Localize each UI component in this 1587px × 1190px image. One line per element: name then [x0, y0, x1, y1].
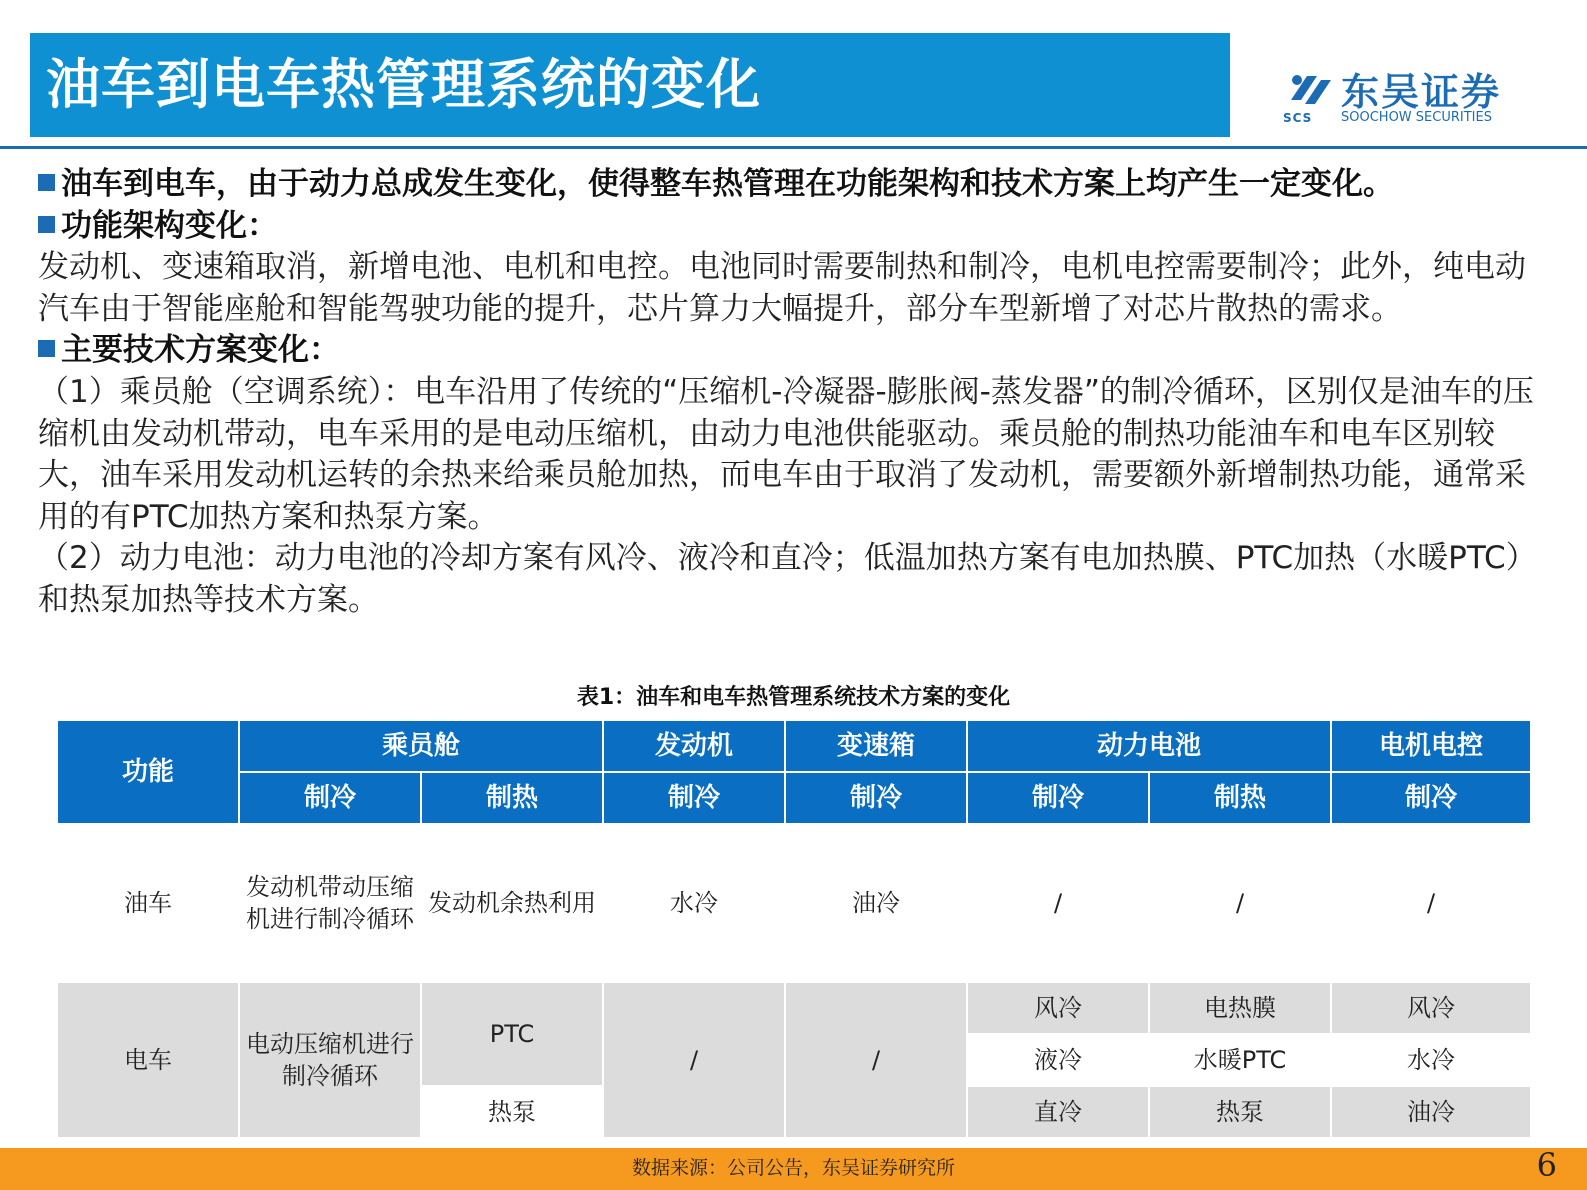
row-label-ev: 电车	[57, 982, 239, 1138]
header-divider	[0, 146, 1587, 149]
thermal-management-table	[56, 719, 1532, 1139]
ev-cabin-heat-ptc: PTC	[421, 982, 603, 1086]
oil-engine: 水冷	[603, 824, 785, 982]
square-bullet-icon	[38, 340, 55, 357]
square-bullet-icon	[38, 174, 55, 191]
row-label-oil: 油车	[57, 824, 239, 982]
header-motor: 电机电控	[1331, 720, 1531, 772]
ev-battery-heat-film: 电热膜	[1149, 982, 1331, 1034]
ev-motor-air: 风冷	[1331, 982, 1531, 1034]
ev-battery-heat-water-ptc: 水暖PTC	[1149, 1034, 1331, 1086]
ev-battery-heat-heatpump: 热泵	[1149, 1086, 1331, 1138]
header-battery: 动力电池	[967, 720, 1331, 772]
header-function: 功能	[57, 720, 239, 824]
bullet-tech: 主要技术方案变化：	[38, 330, 1553, 372]
body-content	[38, 164, 1553, 622]
sub-cabin-heat: 制热	[421, 772, 603, 824]
bullet-architecture: 功能架构变化：	[38, 206, 1553, 248]
sub-battery-cool: 制冷	[967, 772, 1149, 824]
sub-battery-heat: 制热	[1149, 772, 1331, 824]
table-row-oil	[57, 824, 1531, 982]
oil-motor: /	[1331, 824, 1531, 982]
paragraph-cabin: （1）乘员舱（空调系统）：电车沿用了传统的“压缩机-冷凝器-膨胀阀-蒸发器”的制冷循环，区别仅是油车的压缩机由发动机带动，电车采用的是电动压缩机，由动力电池供能驱动。乘员舱的制热功能油车和电车区别较大，油车采用发动机运转的余热来给乘员舱加热，而电车由于取消了发动机，需要额外新增制热功能，通常采用的有PTC加热方案和热泵方案。	[38, 373, 1534, 535]
bullet-summary: 油车到电车，由于动力总成发生变化，使得整车热管理在功能架构和技术方案上均产生一定变化。	[38, 164, 1553, 206]
soochow-logo-icon	[1283, 70, 1335, 110]
table-caption: 表1：油车和电车热管理系统技术方案的变化	[576, 685, 1011, 710]
logo-name-cn: 东吴证券	[1341, 70, 1502, 114]
footer-bar	[0, 1148, 1587, 1190]
oil-cabin-heat: 发动机余热利用	[421, 824, 603, 982]
header-gearbox: 变速箱	[785, 720, 967, 772]
sub-motor-cool: 制冷	[1331, 772, 1531, 824]
data-source: 数据来源：公司公告，东吴证券研究所	[631, 1157, 955, 1179]
ev-battery-cool-liquid: 液冷	[967, 1034, 1149, 1086]
ev-cabin-heat-heatpump: 热泵	[421, 1086, 603, 1138]
oil-battery-heat: /	[1149, 824, 1331, 982]
ev-gearbox: /	[785, 982, 967, 1138]
header-cabin: 乘员舱	[239, 720, 603, 772]
ev-cabin-cool: 电动压缩机进行制冷循环	[239, 982, 421, 1138]
ev-motor-oil: 油冷	[1331, 1086, 1531, 1138]
square-bullet-icon	[38, 216, 55, 233]
header-engine: 发动机	[603, 720, 785, 772]
oil-cabin-cool: 发动机带动压缩机进行制冷循环	[239, 824, 421, 982]
oil-gearbox: 油冷	[785, 824, 967, 982]
sub-cabin-cool: 制冷	[239, 772, 421, 824]
ev-engine: /	[603, 982, 785, 1138]
sub-gearbox-cool: 制冷	[785, 772, 967, 824]
logo-name-en: SOOCHOW SECURITIES	[1341, 110, 1492, 125]
page-number: 6	[1536, 1146, 1557, 1184]
ev-battery-cool-air: 风冷	[967, 982, 1149, 1034]
page-title: 油车到电车热管理系统的变化	[46, 53, 761, 116]
header-bar	[30, 33, 1230, 137]
logo-abbr: SCS	[1283, 111, 1313, 125]
ev-battery-cool-direct: 直冷	[967, 1086, 1149, 1138]
paragraph-battery: （2）动力电池：动力电池的冷却方案有风冷、液冷和直冷；低温加热方案有电加热膜、PTC加热（水暖PTC）和热泵加热等技术方案。	[38, 540, 1537, 618]
oil-battery-cool: /	[967, 824, 1149, 982]
sub-engine-cool: 制冷	[603, 772, 785, 824]
paragraph-architecture: 发动机、变速箱取消，新增电池、电机和电控。电池同时需要制热和制冷，电机电控需要制冷；此外，纯电动汽车由于智能座舱和智能驾驶功能的提升，芯片算力大幅提升，部分车型新增了对芯片散热的需求。	[38, 249, 1526, 327]
ev-motor-water: 水冷	[1331, 1034, 1531, 1086]
table-row-ev	[57, 982, 1531, 1034]
company-logo	[1283, 70, 1523, 130]
